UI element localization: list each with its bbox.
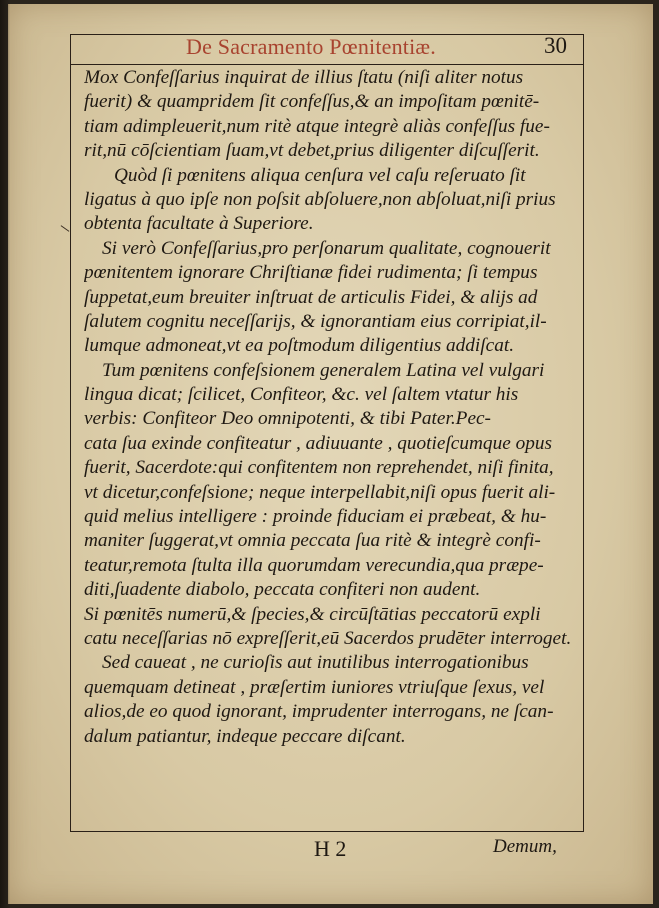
text-line: diti,ſuadente diabolo, peccata confiteri non audent. <box>84 579 481 601</box>
text-line: Mox Confeſſarius inquirat de illius ſtatu (niſi aliter notus <box>84 67 524 88</box>
signature-mark: H 2 <box>314 836 347 861</box>
text-line: ſalutem cognitu neceſſarijs, & ignorantiam eius corripiat,il- <box>84 310 547 332</box>
text-line: teatur,remota ſtulta illa quorumdam verecundia,qua præpe- <box>84 554 544 576</box>
text-line: lumque admoneat,vt ea poſtmodum diligentius addiſcat. <box>84 335 515 357</box>
text-line: maniter ſuggerat,vt omnia peccata ſua ritè & integrè confi- <box>84 530 541 552</box>
text-line: lingua dicat; ſcilicet, Confiteor, &c. vel ſaltem vtatur his <box>84 384 519 406</box>
text-line: verbis: Confiteor Deo omnipotenti, & tibi Pater.Pec- <box>84 408 491 430</box>
header-rule <box>70 64 584 65</box>
text-line: obtenta facultate à Superiore. <box>84 213 314 235</box>
text-line: Si verò Confeſſarius,pro perſonarum qualitate, cognouerit <box>102 237 551 259</box>
running-head-title: De Sacramento Pœnitentiæ. <box>186 34 437 59</box>
text-line: Tum pœnitens confeſsionem generalem Latina vel vulgari <box>102 359 545 381</box>
text-line: alios,de eo quod ignorant, imprudenter interrogans, ne ſcan- <box>84 701 554 723</box>
text-line: Si pœnitēs numerū,& ſpecies,& circūſtātias peccatorū expli <box>84 603 541 625</box>
text-line: fuerit, Sacerdote:qui confitentem non reprehendet, niſi finita, <box>84 457 554 479</box>
binding-shadow <box>0 0 10 908</box>
text-line: pœnitentem ignorare Chriſtianæ fidei rudimenta; ſi tempus <box>84 262 538 284</box>
text-line: vt dicetur,confeſsione; neque interpellabit,niſi opus fuerit ali- <box>84 481 556 503</box>
text-line: Sed caueat , ne curioſis aut inutilibus interrogationibus <box>102 652 529 674</box>
page-number: 30 <box>544 33 567 58</box>
catchword: Demum, <box>493 836 557 857</box>
text-line: cata ſua exinde confiteatur , adiuuante , quotieſcumque opus <box>84 432 553 454</box>
text-line: rit,nū cōſcientiam ſuam,vt debet,prius diligenter diſcuſſerit. <box>84 140 540 162</box>
text-line: fuerit) & quampridem ſit confeſſus,& an impoſitam pœnitē- <box>84 91 540 113</box>
text-line: tiam adimpleuerit,num ritè atque integrè aliàs confeſſus fue- <box>84 115 550 137</box>
body-text <box>84 66 579 749</box>
text-line: ſuppetat,eum breuiter inſtruat de articulis Fidei, & alijs ad <box>84 286 538 308</box>
text-line: ligatus à quo ipſe non poſsit abſoluere,non abſoluat,niſi prius <box>84 188 556 210</box>
text-line: catu neceſſarias nō expreſſerit,eū Sacerdos prudēter interroget. <box>84 627 572 649</box>
text-line: quid melius intelligere : proinde fiduciam ei præbeat, & hu- <box>84 506 547 528</box>
text-line: Quòd ſi pœnitens aliqua cenſura vel caſu reſeruato ſit <box>114 164 526 186</box>
text-line: dalum patiantur, indeque peccare diſcant. <box>84 725 406 747</box>
text-line: quemquam detineat , præſertim iuniores vtriuſque ſexus, vel <box>84 676 545 698</box>
